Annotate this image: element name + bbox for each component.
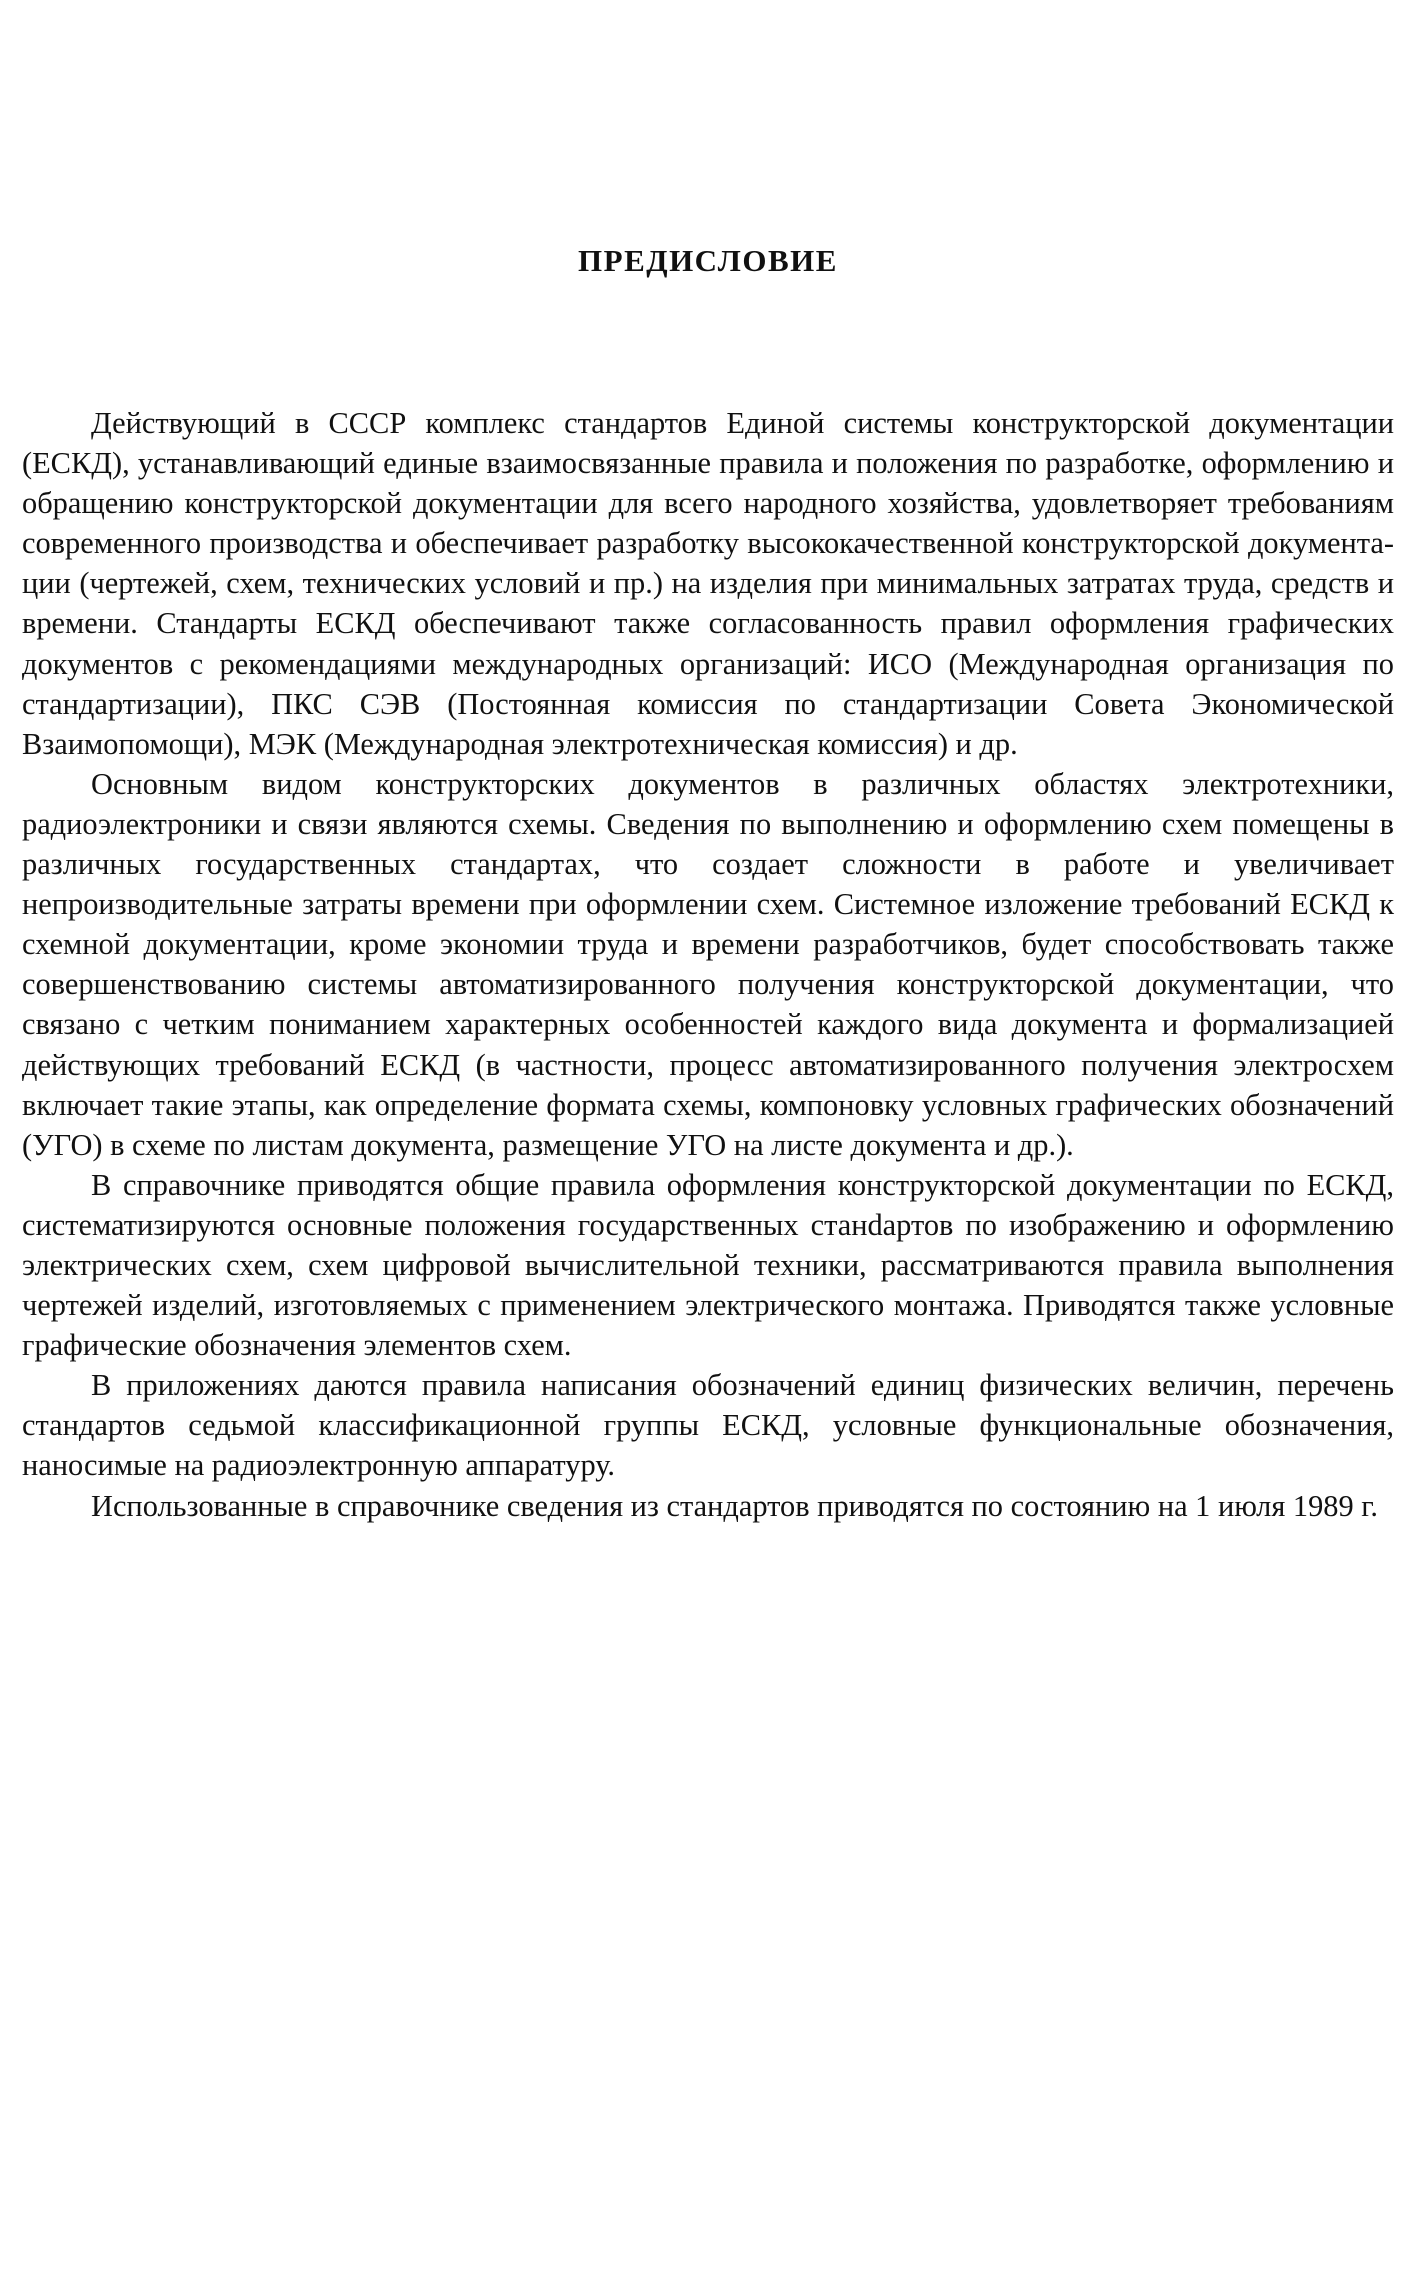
paragraph-eskd-complex: Действующий в СССР комплекс стандартов Единой системы конструкторской документации (ЕСКД), устанавливающий единые взаимосвязанные правила и положения по разработке, оформлению и обращению конструкторской документации для всего народного хозяйства, удовлетворяет требованиям современного производства и обеспечивает разработку высококачественной конструкторской документации (чертежей, схем, технических условий и пр.) на изделия при минимальных затратах труда, средств и времени. Стандарты ЕСКД обеспечивают также согласованность правил оформления графических документов с рекомендациями международных организаций: ИСО (Международная организация по стандартизации), ПКС СЭВ (Постоянная комиссия по стандартизации Совета Экономической Взаимопомощи), МЭК (Международная электротехническая комиссия) и др. [22,406,1394,761]
document-page [22,0,1394,2290]
paragraph-schemes: Основным видом конструкторских документов в различных областях электротехники, радиоэлектроники и связи являются схемы. Сведения по выполнению и оформлению схем помещены в различных государственных стандартах, что создает сложности в работе и увеличивает непроизводительные затраты времени при оформлении схем. Системное изложение требований ЕСКД к схемной документации, кроме экономии труда и времени разработчиков, будет способствовать также совершенствованию системы автоматизированного получения конструкторской документации, что связано с четким пониманием характерных особенностей каждого вида документа и формализацией действующих требований ЕСКД (в частности, процесс автоматизированного получения электросхем включает такие этапы, как определение формата схемы, компоновку условных графических обозначений (УГО) в схеме по листам документа, размещение УГО на листе документа и др.). [22,766,1394,1162]
paragraph-standards-date: Использованные в справочнике сведения из стандартов приводятся по состоянию на 1 июля 1989 г. [91,1488,1378,1523]
page-title: ПРЕДИСЛОВИЕ [578,243,838,278]
paragraph-appendices: В приложениях даются правила написания обозначений единиц физических величин, перечень стандартов седьмой классификационной группы ЕСКД, условные функциональные обозначения, наносимые на радиоэлектронную аппаратуру. [22,1368,1394,1483]
body-text [22,403,1394,1526]
paragraph-handbook-contents: В справочнике приводятся общие правила оформления конструкторской документации по ЕСКД, систематизируются основные положения государственных станdартов по изображению и оформлению электрических схем, схем цифровой вычислительной техники, рассматриваются правила выполнения чертежей изделий, изготовляемых с применением электрического монтажа. Приводятся также условные графические обозначения элементов схем. [22,1167,1394,1363]
